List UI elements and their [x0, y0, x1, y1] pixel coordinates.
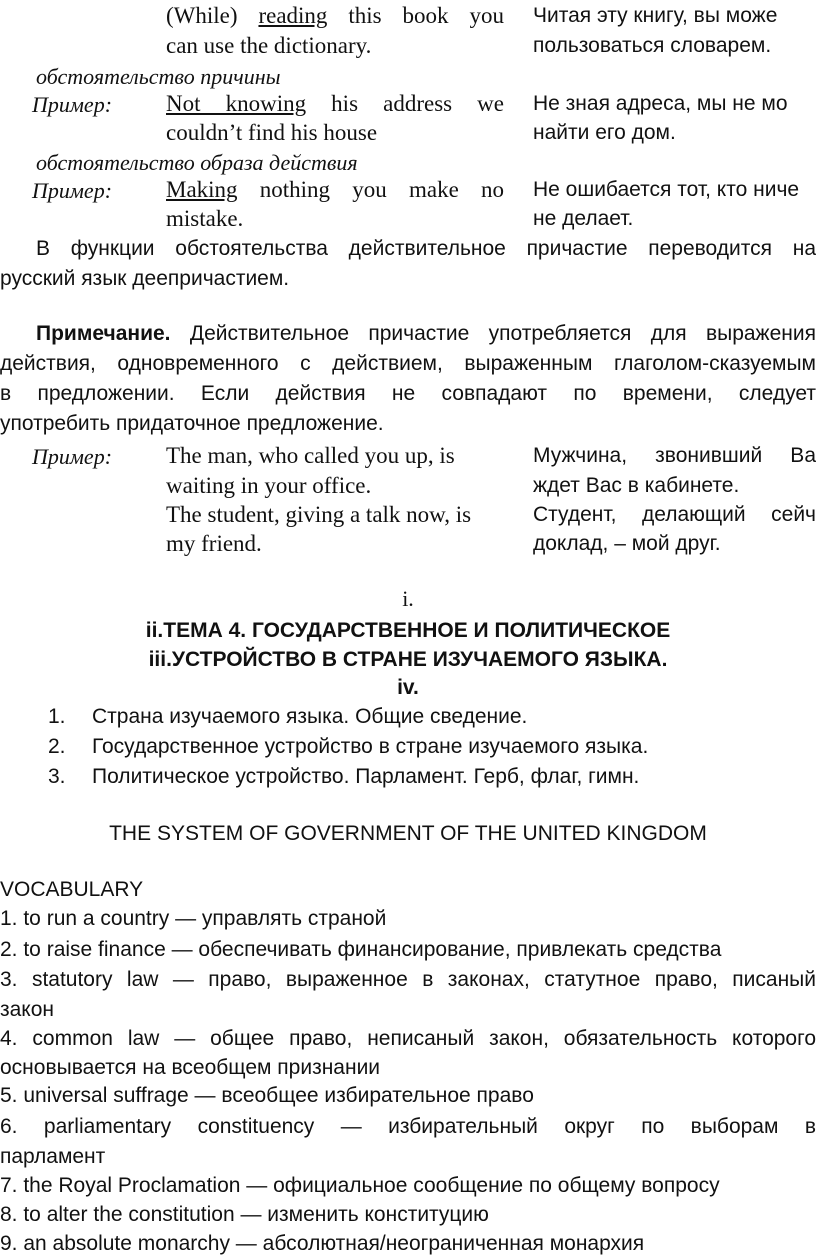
example-prefix: (While)	[166, 3, 259, 28]
list-item: Государственное устройство в стране изучаемого языка.	[92, 735, 649, 758]
list-item-number: 1.	[48, 705, 66, 728]
paragraph-line: В функции обстоятельства действительное причастие переводится на	[36, 237, 816, 260]
example-label: Пример:	[32, 444, 113, 469]
topic-heading: ii.ТЕМА 4. ГОСУДАРСТВЕННОЕ И ПОЛИТИЧЕСКОЕ	[145, 619, 671, 642]
vocabulary-line: 7. the Royal Proclamation — официальное сообщение по общему вопросу	[0, 1174, 720, 1197]
vocabulary-line: 8. to alter the constitution — изменить конституцию	[0, 1203, 489, 1226]
topic-heading: iii.УСТРОЙСТВО В СТРАНЕ ИЗУЧАЕМОГО ЯЗЫКА.	[148, 648, 668, 671]
example-english-line: my friend.	[166, 531, 262, 556]
example-russian-line: доклад, – мой друг.	[533, 532, 721, 555]
example-english-line: couldn’t find his house	[166, 120, 378, 145]
note-text: Действительное причастие употребляется для выражения	[170, 322, 816, 345]
example-russian-line: ждет Вас в кабинете.	[533, 474, 740, 497]
example-russian-line: Не ошибается тот, кто ниче	[533, 178, 800, 201]
note-line: действия, одновременного с действием, выраженным глаголом-сказуемым	[0, 352, 816, 375]
example-english-line: The student, giving a talk now, is	[166, 502, 472, 527]
list-item-number: 2.	[48, 735, 66, 758]
example-russian-line: Читая эту книгу, вы може	[533, 4, 778, 27]
vocabulary-line: парламент	[0, 1145, 106, 1168]
vocabulary-line: 3. statutory law — право, выраженное в законах, статутное право, писаный	[0, 968, 816, 991]
example-russian-line: не делает.	[533, 207, 634, 230]
example-english-line	[166, 91, 504, 117]
section-title: THE SYSTEM OF GOVERNMENT OF THE UNITED KINGDOM	[109, 822, 707, 845]
example-suffix: nothing you make no	[237, 177, 504, 202]
note-line: употребить придаточное предложение.	[0, 412, 384, 435]
example-label: Пример:	[32, 92, 113, 117]
list-marker: i.	[402, 586, 414, 611]
list-marker: iv.	[397, 676, 419, 699]
example-english-line: waiting in your office.	[166, 473, 372, 498]
example-english-line: can use the dictionary.	[166, 33, 372, 58]
example-keyword: Making	[166, 177, 238, 202]
vocabulary-line: 4. common law — общее право, неписаный закон, обязательность которого	[0, 1027, 816, 1050]
example-english-line	[166, 3, 504, 29]
example-label: Пример:	[32, 178, 113, 203]
list-item-number: 3.	[48, 765, 66, 788]
example-russian-line: Не зная адреса, мы не мо	[533, 92, 788, 115]
vocabulary-line: 6. parliamentary constituency — избирательный округ по выборам в	[0, 1115, 816, 1138]
example-english-line: mistake.	[166, 206, 244, 231]
vocabulary-line: 1. to run a country — управлять страной	[0, 907, 387, 930]
section-subheading: обстоятельство образа действия	[36, 150, 358, 175]
vocabulary-line: основывается на всеобщем признании	[0, 1056, 381, 1079]
example-suffix: his address we	[306, 91, 504, 116]
vocabulary-line: 5. universal suffrage — всеобщее избирательное право	[0, 1084, 534, 1107]
vocabulary-line: закон	[0, 998, 55, 1021]
paragraph-line: русский язык деепричастием.	[0, 267, 290, 290]
note-line: в предложении. Если действия не совпадают по времени, следует	[0, 382, 816, 405]
list-item: Политическое устройство. Парламент. Герб, флаг, гимн.	[92, 765, 640, 788]
example-keyword: Not knowing	[166, 91, 307, 116]
vocabulary-line: 9. an absolute monarchy — абсолютная/неограниченная монархия	[0, 1232, 645, 1255]
example-english-line: The man, who called you up, is	[166, 443, 455, 468]
note-line	[36, 322, 816, 346]
section-subheading: обстоятельство причины	[36, 64, 281, 89]
example-suffix: this book you	[327, 3, 505, 28]
example-russian-line: пользоваться словарем.	[533, 34, 772, 57]
example-keyword: reading	[258, 3, 328, 28]
vocabulary-heading: VOCABULARY	[0, 878, 144, 901]
vocabulary-line: 2. to raise finance — обеспечивать финансирование, привлекать средства	[0, 938, 722, 961]
example-russian-line: Мужчина, звонивший Ва	[533, 444, 816, 467]
example-russian-line: найти его дом.	[533, 121, 676, 144]
example-russian-line: Студент, делающий сейч	[533, 503, 816, 526]
list-item: Страна изучаемого языка. Общие сведение.	[92, 705, 528, 728]
example-english-line	[166, 177, 504, 203]
note-label: Примечание.	[36, 322, 171, 345]
